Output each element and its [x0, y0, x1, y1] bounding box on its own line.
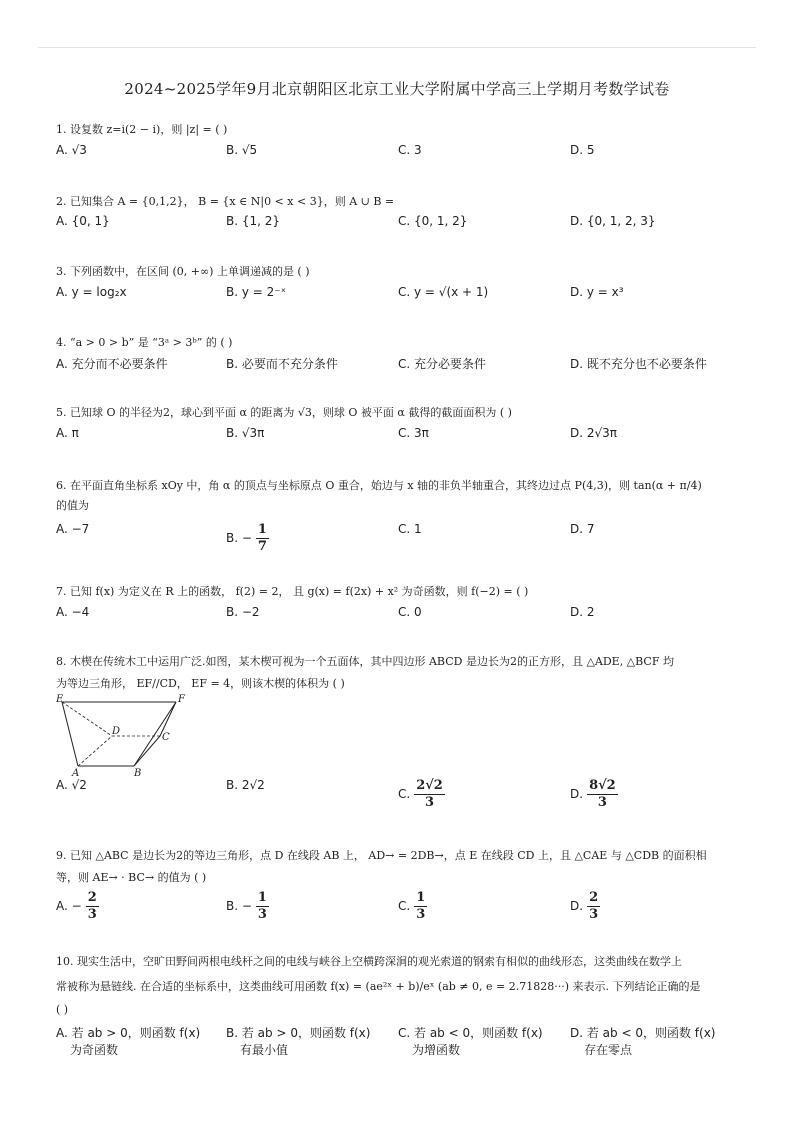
q7-option-c[interactable]: C. 0 — [398, 605, 422, 619]
q4-option-a[interactable]: A. 充分而不必要条件 — [56, 357, 168, 371]
q9-option-a-fraction — [86, 890, 99, 923]
q8-option-a[interactable]: A. √2 — [56, 778, 87, 792]
fraction-denominator: 3 — [416, 907, 426, 922]
q10-option-b[interactable] — [226, 1024, 370, 1058]
q9-option-b[interactable] — [226, 890, 269, 923]
question-3-options — [56, 285, 746, 321]
question-5-options — [56, 426, 746, 462]
q10-option-b-line2: 有最小值 — [240, 1043, 289, 1057]
q6-option-b-fraction — [256, 522, 269, 555]
q4-option-d[interactable]: D. 既不充分也不必要条件 — [570, 357, 707, 371]
question-4-stem: 4. “a > 0 > b” 是 “3ᵃ > 3ᵇ” 的 ( ) — [56, 336, 233, 349]
question-4-options — [56, 355, 746, 391]
question-2-options — [56, 214, 746, 250]
fraction-denominator: 3 — [589, 907, 599, 922]
question-10-stem-cont: 常被称为悬链线. 在合适的坐标系中，这类曲线可用函数 f(x) = (ae²ˣ + b)/eˣ (ab ≠ 0, e = 2.71828···) 来表示. 下列结论正确的是 — [56, 980, 701, 993]
label-E: E — [56, 694, 64, 705]
fraction-numerator: 2√2 — [416, 778, 443, 793]
q2-option-c[interactable]: C. {0, 1, 2} — [398, 214, 468, 228]
q7-option-d[interactable]: D. 2 — [570, 605, 595, 619]
edge-AD — [78, 736, 112, 766]
question-1-options — [56, 143, 746, 179]
q8-option-d-label: D. — [570, 787, 584, 801]
question-6-options — [56, 522, 746, 558]
label-B: B — [134, 768, 142, 778]
label-D: D — [112, 726, 121, 737]
q10-option-a-line2: 为奇函数 — [70, 1043, 119, 1057]
fraction-numerator: 2 — [589, 890, 599, 905]
q8-option-d-fraction — [587, 778, 618, 811]
page-title: 2024~2025学年9月北京朝阳区北京工业大学附属中学高三上学期月考数学试卷 — [124, 80, 670, 98]
question-3-stem: 3. 下列函数中，在区间 (0, +∞) 上单调递减的是 ( ) — [56, 265, 310, 278]
question-9-stem: 9. 已知 △ABC 是边长为2的等边三角形，点 D 在线段 AB 上， AD→ = 2DB→，点 E 在线段 CD 上，且 △CAE 与 △CDB 的面积相 — [56, 849, 707, 862]
edge-BF — [134, 702, 176, 766]
fraction-numerator: 1 — [257, 522, 267, 537]
q8-option-b[interactable]: B. 2√2 — [226, 778, 265, 792]
q1-option-b[interactable]: B. √5 — [226, 143, 258, 157]
q9-option-a-label: A. − — [56, 899, 82, 913]
q8-option-c[interactable] — [398, 778, 445, 811]
fraction-denominator: 3 — [87, 907, 97, 922]
fraction-numerator: 2 — [87, 890, 97, 905]
q10-option-a[interactable] — [56, 1024, 200, 1058]
q6-option-b[interactable] — [226, 522, 269, 555]
question-7-options — [56, 605, 746, 641]
q10-option-d-line1: D. 若 ab < 0，则函数 f(x) — [570, 1026, 716, 1040]
question-8-stem-cont: 为等边三角形， EF//CD， EF = 4，则该木楔的体积为 ( ) — [56, 677, 345, 690]
q1-option-c[interactable]: C. 3 — [398, 143, 422, 157]
question-2-stem: 2. 已知集合 A = {0,1,2}， B = {x ∈ N|0 < x < 3}，则 A ∪ B = — [56, 195, 395, 208]
question-10-options — [56, 1024, 746, 1068]
label-C: C — [162, 732, 170, 743]
q3-option-a[interactable]: A. y = log₂x — [56, 285, 127, 299]
q10-option-a-line1: A. 若 ab > 0，则函数 f(x) — [56, 1026, 201, 1040]
fraction-numerator: 1 — [416, 890, 426, 905]
q2-option-d[interactable]: D. {0, 1, 2, 3} — [570, 214, 656, 228]
q9-option-c-fraction — [414, 890, 427, 923]
label-F: F — [178, 694, 185, 705]
q6-option-a[interactable]: A. −7 — [56, 522, 90, 536]
edge-BC — [134, 736, 160, 766]
q3-option-c[interactable]: C. y = √(x + 1) — [398, 285, 489, 299]
q1-option-a[interactable]: A. √3 — [56, 143, 87, 157]
q6-option-c[interactable]: C. 1 — [398, 522, 422, 536]
q9-option-d[interactable] — [570, 890, 600, 923]
q9-option-b-label: B. − — [226, 899, 252, 913]
q4-option-c[interactable]: C. 充分必要条件 — [398, 357, 487, 371]
q3-option-d[interactable]: D. y = x³ — [570, 285, 624, 299]
question-9-options — [56, 890, 746, 926]
q1-option-d[interactable]: D. 5 — [570, 143, 595, 157]
header-rule — [38, 47, 756, 48]
q9-option-c[interactable] — [398, 890, 427, 923]
q5-option-d[interactable]: D. 2√3π — [570, 426, 618, 440]
q5-option-a[interactable]: A. π — [56, 426, 79, 440]
q9-option-d-label: D. — [570, 899, 584, 913]
question-10-stem-paren: ( ) — [56, 1003, 69, 1016]
q8-option-c-fraction — [414, 778, 445, 811]
q7-option-a[interactable]: A. −4 — [56, 605, 90, 619]
q10-option-c[interactable] — [398, 1024, 543, 1058]
q4-option-b[interactable]: B. 必要而不充分条件 — [226, 357, 338, 371]
q3-option-b[interactable]: B. y = 2⁻ˣ — [226, 285, 286, 299]
wedge-figure — [56, 694, 186, 778]
question-6-stem-cont: 的值为 — [56, 499, 89, 512]
q10-option-c-line1: C. 若 ab < 0，则函数 f(x) — [398, 1026, 543, 1040]
q2-option-a[interactable]: A. {0, 1} — [56, 214, 110, 228]
q9-option-c-label: C. — [398, 899, 411, 913]
q2-option-b[interactable]: B. {1, 2} — [226, 214, 281, 228]
label-A: A — [72, 768, 80, 778]
fraction-denominator: 7 — [257, 539, 267, 554]
q6-option-b-label: B. − — [226, 531, 252, 545]
question-8-options — [56, 778, 746, 814]
q7-option-b[interactable]: B. −2 — [226, 605, 260, 619]
fraction-numerator: 8√2 — [589, 778, 616, 793]
fraction-denominator: 3 — [597, 795, 607, 810]
q10-option-d-line2: 存在零点 — [584, 1043, 633, 1057]
q9-option-d-fraction — [587, 890, 600, 923]
edge-CF — [160, 702, 176, 736]
q5-option-b[interactable]: B. √3π — [226, 426, 265, 440]
q10-option-d[interactable] — [570, 1024, 715, 1058]
q10-option-b-line1: B. 若 ab > 0，则函数 f(x) — [226, 1026, 371, 1040]
question-8-stem: 8. 木楔在传统木工中运用广泛.如图，某木楔可视为一个五面体，其中四边形 ABCD 是边长为2的正方形，且 △ADE, △BCF 均 — [56, 655, 674, 668]
question-7-stem: 7. 已知 f(x) 为定义在 R 上的函数， f(2) = 2， 且 g(x) = f(2x) + x² 为奇函数，则 f(−2) = ( ) — [56, 585, 529, 598]
fraction-numerator: 1 — [257, 890, 267, 905]
fraction-denominator: 3 — [425, 795, 435, 810]
fraction-denominator: 3 — [257, 907, 267, 922]
q8-option-d[interactable] — [570, 778, 618, 811]
question-5-stem: 5. 已知球 O 的半径为2，球心到平面 α 的距离为 √3，则球 O 被平面 α 截得的截面面积为 ( ) — [56, 406, 512, 419]
q9-option-b-fraction — [256, 890, 269, 923]
question-6-stem: 6. 在平面直角坐标系 xOy 中，角 α 的顶点与坐标原点 O 重合，始边与 x 轴的非负半轴重合，其终边过点 P(4,3)，则 tan(α + π/4) — [56, 479, 702, 492]
q5-option-c[interactable]: C. 3π — [398, 426, 429, 440]
q6-option-d[interactable]: D. 7 — [570, 522, 595, 536]
q9-option-a[interactable] — [56, 890, 99, 923]
question-9-stem-cont: 等，则 AE→ · BC→ 的值为 ( ) — [56, 871, 207, 884]
question-10-stem: 10. 现实生活中，空旷田野间两根电线杆之间的电线与峡谷上空横跨深涧的观光索道的钢索有相似的曲线形态，这类曲线在数学上 — [56, 955, 682, 968]
question-1-stem: 1. 设复数 z=i(2 − i)，则 |z| = ( ) — [56, 123, 228, 136]
q10-option-c-line2: 为增函数 — [412, 1043, 461, 1057]
q8-option-c-label: C. — [398, 787, 411, 801]
